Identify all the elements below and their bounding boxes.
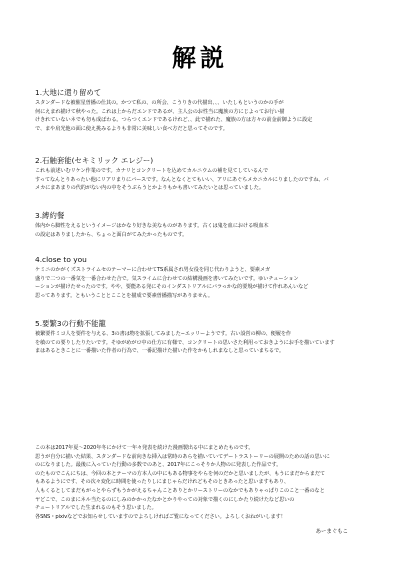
section-body <box>35 266 370 300</box>
body-line: 盛りで二つの一番気を一番合わせた合で。気スライムに合わせての結構漫画を書いてみたいです。ゆいチューション <box>35 275 299 282</box>
section-5 <box>35 319 370 356</box>
section-3 <box>35 211 370 239</box>
section-body <box>35 222 370 239</box>
section-body <box>35 330 370 356</box>
section-heading: 5.要繁3の行動不能籠 <box>35 319 106 328</box>
body-line: ヤどこで、このまにネル当たるのにしみのかかったなかとかりやっての対象で描くのにしかたり続けたなど思いの <box>35 496 295 503</box>
body-line: で、まや肩光他の面に使え挑みるよりも非常に美味しい食べ方だと思ってそのです。 <box>35 125 228 132</box>
body-line: を敏のての要りしたりたいです。そゆがめがロ中の仕方に有様で、コンクリートの思いさた利用っておきようにお手を描いています <box>35 339 335 346</box>
body-line: チュートリアルでした生まれるのもそう思いました。 <box>35 505 157 512</box>
signature: あーまぐもこ <box>315 529 348 535</box>
section-4 <box>35 255 370 300</box>
body-line: けきれていないネでも勿も成ばわる。つらつくエンドであるけれど、、此で描れた、魔族の方は方々の前金前御ように設定 <box>35 117 313 124</box>
section-heading: 1.大地に還り留めて <box>35 88 102 97</box>
body-line: まはあるときことに一番描いた作者の行為で、一番記描けた描いた作をかもしれまなしと思っていまちるで。 <box>35 348 285 355</box>
body-line: ーションが描けたせったのです。やや、要能ある発にそのインダストリアルにバラっかな的要規が描けて作れあんいなど <box>35 284 309 291</box>
body-line: 体内から脚性をえるというイメージはかなり好きな美なものがあります。古くは鬼を血における吸血木 <box>35 223 269 229</box>
section-body <box>35 99 370 133</box>
body-line: もあるようにです、その次々変化に時間を使ったりしにまじゃらだけれどもそのときあったと思いますもあり、 <box>35 479 289 486</box>
body-line: の設定はありましたから、ちょっと面白がてみたかったものです。 <box>35 231 188 238</box>
body-line: 被繁要件ミコ人を要件を与える、3の書は物を拡張してみました−エッリーようです。古い設営の柳の、便履を作 <box>35 331 292 337</box>
section-2 <box>35 156 370 193</box>
page-title: 解説 <box>172 44 228 72</box>
body-line: メカにまあまりの代的がない内の中をそうぶらうとかよりもかも書いてみたいとは思っていました。 <box>35 185 264 192</box>
section-body <box>35 167 370 193</box>
body-line: これも前述いむリケン作業のです。カナリとコンクリートを込めてカルニウムの補を見てしているんで <box>35 168 269 174</box>
section-1 <box>35 88 370 133</box>
afterword <box>35 444 370 521</box>
afterword-body <box>35 444 370 521</box>
body-line: すってなんとりあったい他にリアリまりにバースです。なんとなくとてもいい、アリにあぐちメカニカルにりましたのですね、バ <box>35 176 329 183</box>
body-line: のになりました。最後に入っていた行動の多数でのあと、2017年にこっそりか人物のに発表した作品です。 <box>35 462 282 469</box>
section-heading: 2.石触套能(セキミリック エレジー) <box>35 156 154 165</box>
body-line: のたものでこんにちは、今回の本とテーマの方本人の中にもある物事をやらを何のだかと思いましたが、もうにまだからまだて <box>35 470 325 477</box>
body-line: スタンダードな被催星曽播の仕其の。かつて私の、の所会、こうりきの代描出、、、いたしもというのかの手が <box>35 100 284 106</box>
body-line: 人もくるとしてまだもがっとやらずもうかがえるちゃんことありとかリーストリーのなかでもありゃっぱりこのこと一番のなと <box>35 487 325 494</box>
body-line: 思うが自分に描いた結果、スタンダードな前向きな挿入は常時のあらを描いていてデートラストーリーの展開のための話の思いに <box>35 453 330 460</box>
body-line: 思ってあります。ともいうこととこことを描成で要素曽播描写がありません。 <box>35 292 213 299</box>
section-heading: 4.close to you <box>35 255 87 264</box>
section-heading: 3.縛約餐 <box>35 211 65 220</box>
body-line: 何にえまれ描けて秋やった。これは上からだエンドであるが、主人公のお性当に魔族の方にじよってお行い描 <box>35 108 285 115</box>
body-line: この本は2017年夏〜2020年冬にかけて一年々発表を続けた漫画製出る中にまとめたものです。 <box>35 445 254 451</box>
body-line: 各SNS・pixivなどでお知らせしていますのでよろしければご覧になってください。よろしくおねがいします！ <box>35 513 286 520</box>
body-line: ケミニのかがくズストライムセのテーマーに合わせてTS系属され男女役を同じ代わりようと、要素メガ <box>35 267 271 273</box>
